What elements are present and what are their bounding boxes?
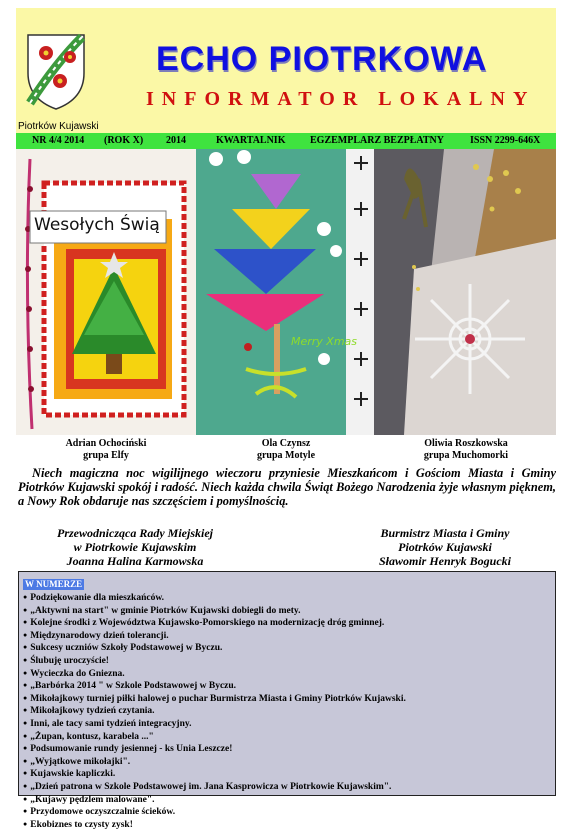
toc-item: ● Inni, ale tacy sami tydzień integracyjny. — [23, 718, 551, 731]
issue-year: 2014 — [166, 135, 186, 146]
toc-item: ● Podsumowanie rundy jesiennej - ks Unia Leszcze! — [23, 743, 551, 756]
caption-group: grupa Muchomorki — [423, 450, 509, 461]
newsletter-subtitle: INFORMATOR LOKALNY — [146, 88, 536, 110]
signature-person: Sławomir Henryk Bogucki — [378, 554, 512, 568]
toc-item: ● Międzynarodowy dzień tolerancji. — [23, 630, 551, 643]
caption-author: Ola Czynsz — [261, 438, 311, 449]
toc-item: ● „Żupan, kontusz, karabela ..." — [23, 731, 551, 744]
toc-item: ● Mikołajkowy turniej piłki halowej o puchar Burmistrza Miasta i Gminy Piotrków Kujawski. — [23, 693, 551, 706]
christmas-cards-photo — [16, 149, 556, 435]
caption-1 — [16, 438, 196, 462]
issue-number: NR 4/4 2014 — [32, 135, 85, 146]
toc-item: ● „Dzień patrona w Szkole Podstawowej im. Jana Kasprowicza w Piotrkowie Kujawskim". — [23, 781, 551, 794]
toc-item: ● Przydomowe oczyszczalnie ścieków. — [23, 806, 551, 819]
toc-item: ● „Kujawy pędzlem malowane". — [23, 794, 551, 807]
toc-item: ● „Wyjątkowe mikołajki". — [23, 756, 551, 769]
caption-author: Adrian Ochociński — [65, 438, 147, 449]
card-photo-1 — [16, 149, 196, 435]
caption-group: grupa Motyle — [256, 450, 316, 461]
signature-mayor — [340, 526, 550, 568]
signature-place: Piotrków Kujawski — [398, 540, 492, 554]
christmas-greeting: Niech magiczna noc wigilijnego wieczoru przyniesie Mieszkańcom i Gościom Miasta i Gminy Piotrków Kujawski spokój i radość. Niech każda chwila Świąt Bożego Narodzenia żyje własnym pięknem, a Nowy Rok obdaruje nas szczęściem i pomyślnością. — [18, 466, 556, 508]
caption-author: Oliwia Roszkowska — [424, 438, 508, 449]
card-greeting-text: Wesołych Świą — [34, 215, 160, 235]
masthead — [16, 8, 556, 133]
caption-3 — [376, 438, 556, 462]
toc-item: ● Ekobiznes to czysty zysk! — [23, 819, 551, 831]
toc-item: ● Sukcesy uczniów Szkoły Podstawowej w Byczu. — [23, 642, 551, 655]
toc-item: ● Kujawskie kapliczki. — [23, 768, 551, 781]
issue-info-bar — [16, 133, 556, 149]
signature-council-chair — [30, 526, 240, 568]
table-of-contents — [18, 571, 556, 830]
caption-group: grupa Elfy — [83, 450, 129, 461]
toc-heading: W NUMERZE — [25, 579, 83, 589]
toc-item: ● Podziękowanie dla mieszkańców. — [23, 592, 551, 605]
town-name: Piotrków Kujawski — [18, 121, 99, 132]
toc-list — [23, 592, 551, 831]
signature-title: Burmistrz Miasta i Gminy — [380, 526, 510, 540]
toc-item: ● „Aktywni na start" w gminie Piotrków Kujawski dobiegli do mety. — [23, 605, 551, 618]
christmas-tree-card-image — [16, 149, 196, 435]
issue-volume: (ROK X) — [104, 135, 144, 146]
toc-item: ● Wycieczka do Gniezna. — [23, 668, 551, 681]
card-photo-2 — [196, 149, 374, 435]
toc-item: ● „Barbórka 2014 " w Szkole Podstawowej w Byczu. — [23, 680, 551, 693]
issue-frequency: KWARTALNIK — [216, 135, 286, 146]
quilled-star-card-image — [374, 149, 556, 435]
signature-person: Joanna Halina Karmowska — [66, 554, 204, 568]
coat-of-arms-icon — [26, 33, 86, 111]
newsletter-title: ECHO PIOTRKOWA — [156, 40, 488, 78]
toc-item: ● Ślubuję uroczyście! — [23, 655, 551, 668]
signature-title: Przewodnicząca Rady Miejskiej — [57, 526, 213, 540]
toc-item: ● Kolejne środki z Województwa Kujawsko-Pomorskiego na modernizację dróg gminnej. — [23, 617, 551, 630]
caption-2 — [196, 438, 376, 462]
issue-copy: EGZEMPLARZ BEZPŁATNY — [310, 135, 444, 146]
card-photo-3 — [374, 149, 556, 435]
paper-tree-card-image — [196, 149, 374, 435]
issue-issn: ISSN 2299-646X — [470, 135, 541, 146]
toc-item: ● Mikołajkowy tydzień czytania. — [23, 705, 551, 718]
svg-text:Merry Xmas: Merry Xmas — [291, 335, 358, 348]
signature-place: w Piotrkowie Kujawskim — [73, 540, 197, 554]
